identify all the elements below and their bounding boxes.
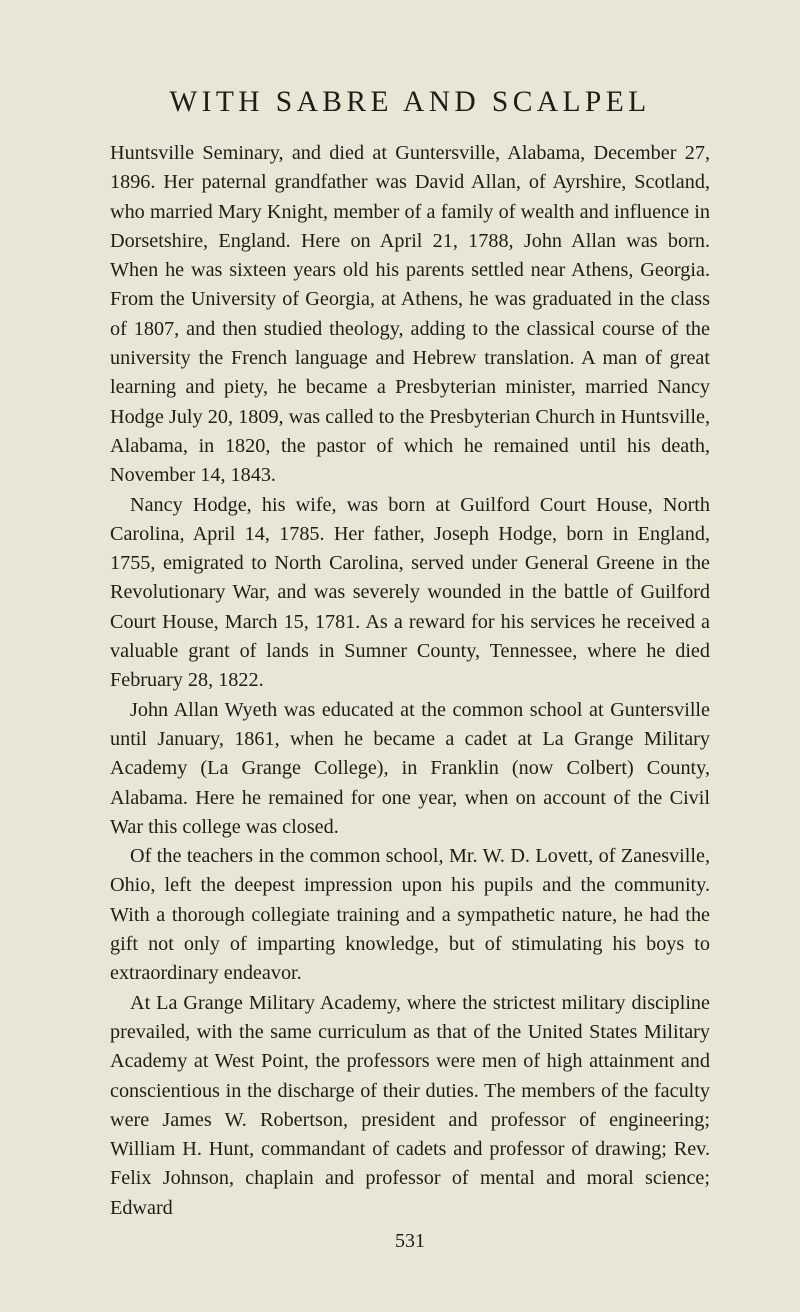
body-text [110, 139, 710, 1223]
page-number: 531 [395, 1229, 425, 1252]
paragraph: Huntsville Seminary, and died at Guntersville, Alabama, December 27, 1896. Her paternal grandfather was David Allan, of Ayrshire, Scotland, who married Mary Knight, member of a family of wealth and influence in Dorsetshire, England. Here on April 21, 1788, John Allan was born. When he was sixteen years old his parents settled near Athens, Georgia. From the University of Georgia, at Athens, he was graduated in the class of 1807, and then studied theology, adding to the classical course of the university the French language and Hebrew translation. A man of great learning and piety, he became a Presbyterian minister, married Nancy Hodge July 20, 1809, was called to the Presbyterian Church in Huntsville, Alabama, in 1820, the pastor of which he remained until his death, November 14, 1843. [110, 142, 710, 487]
paragraph: John Allan Wyeth was educated at the common school at Guntersville until January, 1861, when he became a cadet at La Grange Military Academy (La Grange College), in Franklin (now Colbert) County, Alabama. Here he remained for one year, when on account of the Civil War this college was closed. [110, 698, 710, 838]
paragraph: At La Grange Military Academy, where the strictest military discipline prevailed, with the same curriculum as that of the United States Military Academy at West Point, the professors were men of high attainment and conscientious in the discharge of their duties. The members of the faculty were James W. Robertson, president and professor of engineering; William H. Hunt, commandant of cadets and professor of drawing; Rev. Felix Johnson, chaplain and professor of mental and moral science; Edward [110, 991, 710, 1219]
paragraph: Of the teachers in the common school, Mr. W. D. Lovett, of Zanesville, Ohio, left the deepest impression upon his pupils and the community. With a thorough collegiate training and a sympathetic nature, he had the gift not only of imparting knowledge, but of stimulating his boys to extraordinary endeavor. [110, 845, 710, 985]
paragraph: Nancy Hodge, his wife, was born at Guilford Court House, North Carolina, April 14, 1785. Her father, Joseph Hodge, born in England, 1755, emigrated to North Carolina, served under General Greene in the Revolutionary War, and was severely wounded in the battle of Guilford Court House, March 15, 1781. As a reward for his services he received a valuable grant of lands in Sumner County, Tennessee, where he died February 28, 1822. [110, 493, 710, 692]
running-head: WITH SABRE AND SCALPEL [169, 86, 651, 118]
